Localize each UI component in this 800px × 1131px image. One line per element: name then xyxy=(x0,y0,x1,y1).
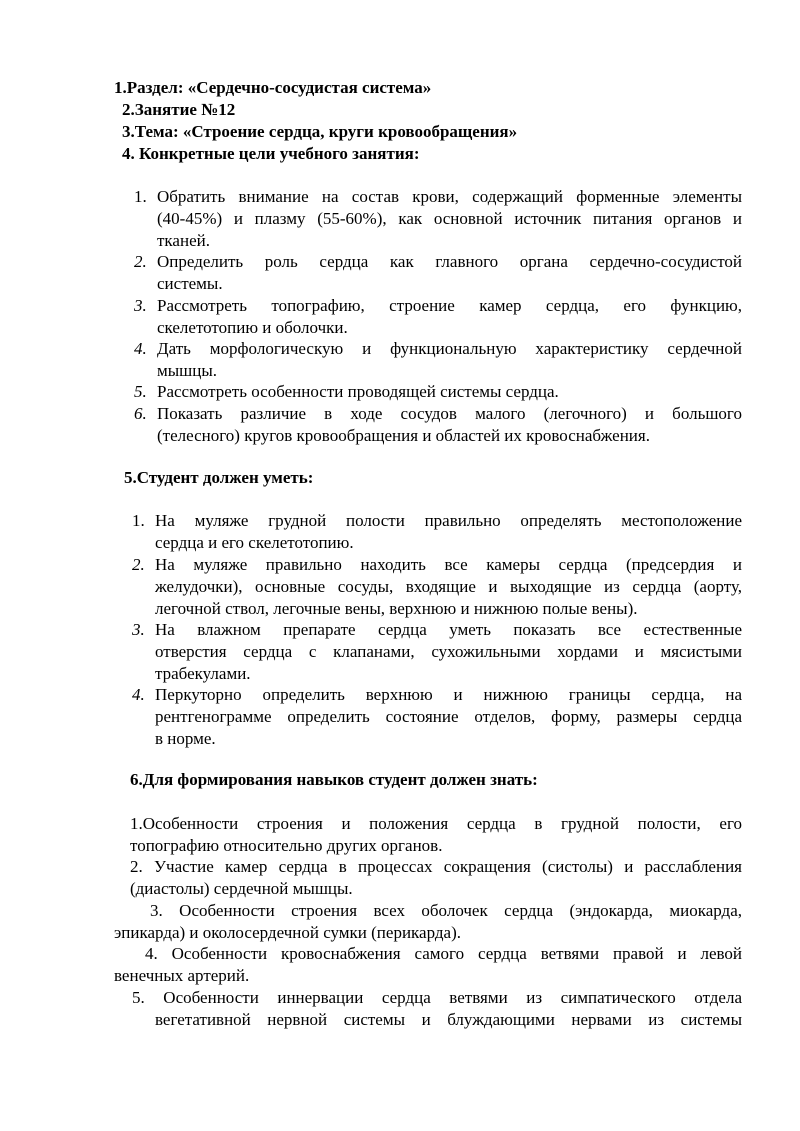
list-item-line: рентгенограмме определить состояние отделов, форму, размеры сердца xyxy=(155,707,742,726)
list-item-line: Показать различие в ходе сосудов малого (легочного) и большого xyxy=(157,404,742,423)
list-item-number: 2. xyxy=(132,555,145,574)
topic-heading: 3.Тема: «Строение сердца, круги кровообращения» xyxy=(122,122,518,141)
list-item-line: Перкуторно определить верхнюю и нижнюю границы сердца, на xyxy=(155,685,742,704)
list-item-line: Рассмотреть топографию, строение камер сердца, его функцию, xyxy=(157,296,742,315)
list-item-line: 3. Особенности строения всех оболочек сердца (эндокарда, миокарда, xyxy=(150,901,742,920)
list-item-line: 5. Особенности иннервации сердца ветвями из симпатического отдела xyxy=(132,988,742,1007)
list-item-number: 2. xyxy=(134,252,147,271)
list-item-line: (40-45%) и плазму (55-60%), как основной источник питания органов и xyxy=(157,209,742,228)
list-item-number: 4. xyxy=(134,339,147,358)
list-item-line: венечных артерий. xyxy=(114,966,250,985)
goals-heading: 4. Конкретные цели учебного занятия: xyxy=(122,144,420,163)
skills-heading: 5.Студент должен уметь: xyxy=(124,468,314,487)
list-item-line: (диастолы) сердечной мышцы. xyxy=(130,879,353,898)
list-item-line: (телесного) кругов кровообращения и областей их кровоснабжения. xyxy=(157,426,650,445)
list-item-number: 1. xyxy=(132,511,145,530)
list-item-number: 6. xyxy=(134,404,147,423)
list-item-line: 4. Особенности кровоснабжения самого сердца ветвями правой и левой xyxy=(145,944,742,963)
knowledge-heading: 6.Для формирования навыков студент должен знать: xyxy=(130,770,538,789)
list-item-line: тканей. xyxy=(157,231,210,250)
list-item-line: Дать морфологическую и функциональную характеристику сердечной xyxy=(157,339,742,358)
list-item-line: отверстия сердца с клапанами, сухожильными хордами и мясистыми xyxy=(155,642,742,661)
list-item-line: трабекулами. xyxy=(155,664,251,683)
list-item-line: легочной ствол, легочные вены, верхнюю и нижнюю полые вены). xyxy=(155,599,638,618)
list-item-line: 1.Особенности строения и положения сердца в грудной полости, его xyxy=(130,814,742,833)
list-item-line: Обратить внимание на состав крови, содержащий форменные элементы xyxy=(157,187,742,206)
list-item-line: На муляже грудной полости правильно определять местоположение xyxy=(155,511,742,530)
list-item-line: На влажном препарате сердца уметь показать все естественные xyxy=(155,620,742,639)
list-item-number: 4. xyxy=(132,685,145,704)
list-item-line: вегетативной нервной системы и блуждающими нервами из системы xyxy=(155,1010,742,1029)
list-item-line: Определить роль сердца как главного органа сердечно-сосудистой xyxy=(157,252,742,271)
section-heading: 1.Раздел: «Сердечно-сосудистая система» xyxy=(114,78,432,97)
list-item-line: сердца и его скелетотопию. xyxy=(155,533,354,552)
list-item-line: эпикарда) и околосердечной сумки (перикарда). xyxy=(114,923,461,942)
list-item-line: в норме. xyxy=(155,729,216,748)
list-item-number: 5. xyxy=(134,382,147,401)
list-item-line: системы. xyxy=(157,274,223,293)
lesson-heading: 2.Занятие №12 xyxy=(122,100,236,119)
list-item-number: 1. xyxy=(134,187,147,206)
list-item-line: мышцы. xyxy=(157,361,218,380)
list-item-number: 3. xyxy=(134,296,147,315)
list-item-line: желудочки), основные сосуды, входящие и выходящие из сердца (аорту, xyxy=(155,577,742,596)
list-item-number: 3. xyxy=(132,620,145,639)
list-item-line: скелетотопию и оболочки. xyxy=(157,318,348,337)
list-item-line: На муляже правильно находить все камеры сердца (предсердия и xyxy=(155,555,742,574)
list-item-line: топографию относительно других органов. xyxy=(130,836,443,855)
list-item-line: Рассмотреть особенности проводящей системы сердца. xyxy=(157,382,559,401)
list-item-line: 2. Участие камер сердца в процессах сокращения (систолы) и расслабления xyxy=(130,857,742,876)
